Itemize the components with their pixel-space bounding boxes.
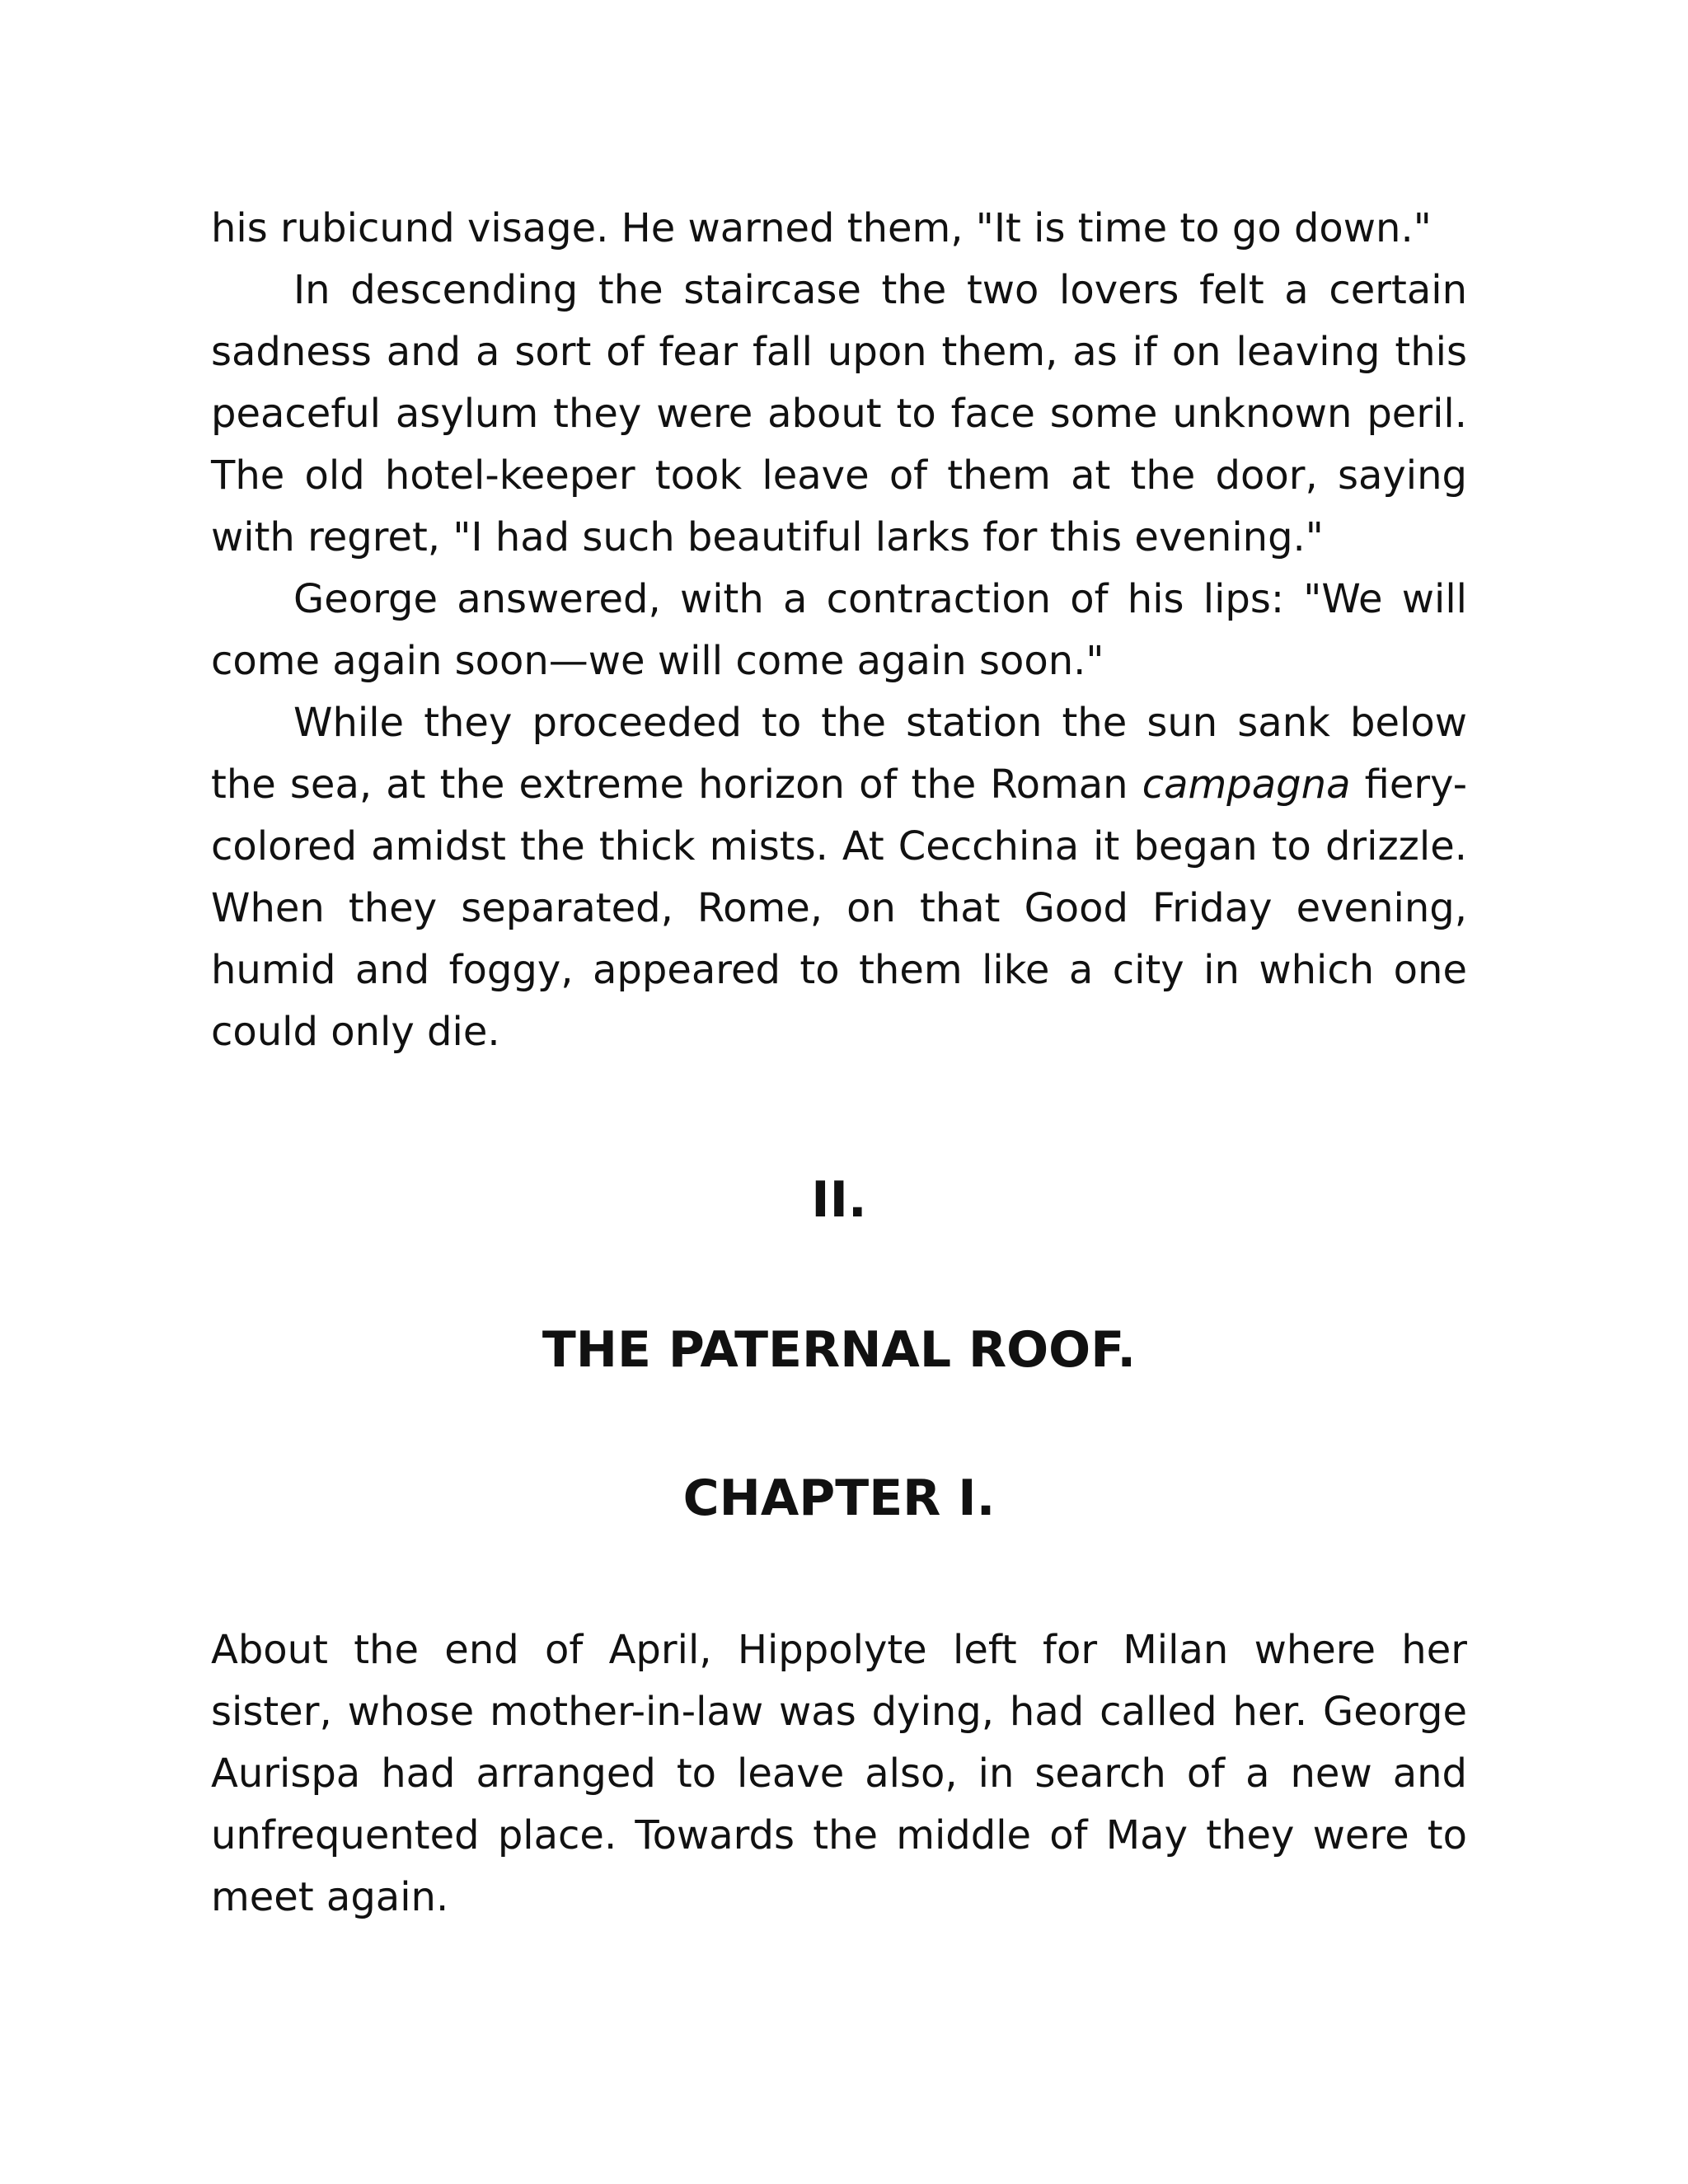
paragraph-chapter-opening: About the end of April, Hippolyte left for Milan where her sister, whose mother-in-law was dying, had called her. George Aurispa had arranged to leave also, in search of a new and unfrequented place. Towards the middle of May they were to meet again. — [211, 1627, 1467, 1920]
paragraph-staircase: In descending the staircase the two lovers felt a certain sadness and a sort of fear fall upon them, as if on leaving this peaceful asylum they were about to face some unknown peril. The old hotel-keeper took leave of them at the door, saying with regret, "I had such beautiful larks for this evening." — [211, 267, 1467, 560]
chapter-title-heading: CHAPTER I. — [682, 1469, 996, 1527]
part-title-heading: THE PATERNAL ROOF. — [542, 1321, 1137, 1379]
chapter-one-text — [211, 1619, 1467, 1929]
italic-term-campagna: campagna — [1142, 762, 1351, 808]
section-one-text — [211, 198, 1467, 1063]
paragraph-george-answer: George answered, with a contraction of his lips: "We will come again soon—we will come again soon." — [211, 576, 1467, 684]
paragraph-station — [211, 692, 1467, 1063]
paragraph-station-start: While they proceeded to the station the sun sank below the sea, at the extreme horizon of the Roman — [211, 700, 1467, 808]
part-number-heading: II. — [811, 1171, 867, 1229]
paragraph-station-end: fiery-colored amidst the thick mists. At Cecchina it began to drizzle. When they separated, Rome, on that Good Friday evening, humid and foggy, appeared to them like a city in which one could only die. — [211, 762, 1468, 1055]
paragraph-continued: his rubicund visage. He warned them, "It is time to go down." — [211, 205, 1432, 251]
